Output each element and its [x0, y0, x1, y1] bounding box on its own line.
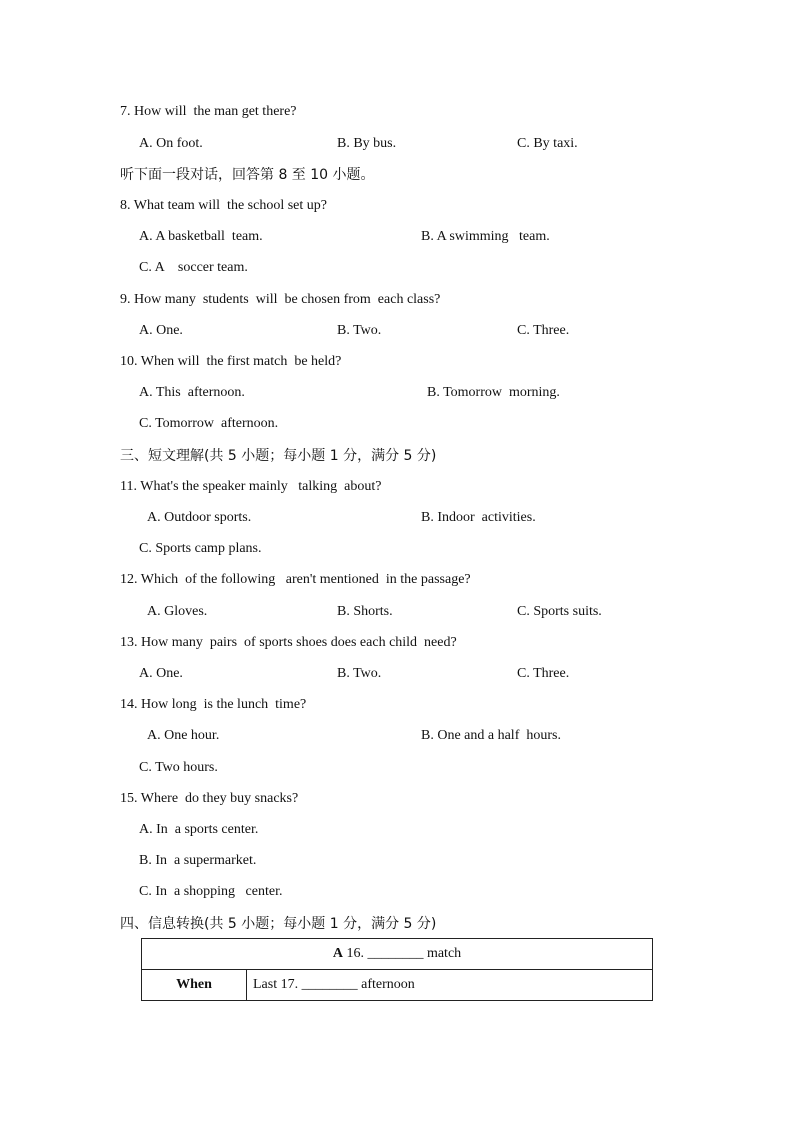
question-7-stem: 7. How will the man get there?	[120, 104, 297, 119]
question-11-stem: 11. What's the speaker mainly talking about?	[120, 479, 382, 494]
table-title-row	[142, 939, 653, 970]
question-12-option-c: C. Sports suits.	[517, 604, 602, 619]
question-11-option-b: B. Indoor activities.	[421, 510, 536, 525]
question-11-option-a: A. Outdoor sports.	[147, 510, 252, 525]
question-14-stem: 14. How long is the lunch time?	[120, 697, 307, 712]
question-10-option-c: C. Tomorrow afternoon.	[139, 416, 279, 431]
question-12-stem: 12. Which of the following aren't mentioned in the passage?	[120, 572, 471, 587]
question-7-option-b: B. By bus.	[337, 136, 397, 151]
question-9-option-c: C. Three.	[517, 323, 570, 338]
table-label-when: When	[142, 970, 247, 1001]
question-7-option-c: C. By taxi.	[517, 136, 578, 151]
question-10-option-a: A. This afternoon.	[139, 385, 245, 400]
question-15-option-b: B. In a supermarket.	[139, 853, 257, 868]
question-13-option-b: B. Two.	[337, 666, 382, 681]
listening-dialogue-intro: 听下面一段对话，回答第 8 至 10 小题。	[120, 167, 375, 183]
question-10-option-b: B. Tomorrow morning.	[427, 385, 560, 400]
question-8-option-a: A. A basketball team.	[139, 229, 263, 244]
question-8-stem: 8. What team will the school set up?	[120, 198, 327, 213]
question-9-option-b: B. Two.	[337, 323, 382, 338]
table-title-cell	[142, 939, 653, 970]
info-transfer-table	[141, 938, 653, 1001]
question-13-option-c: C. Three.	[517, 666, 570, 681]
question-7-option-a: A. On foot.	[139, 136, 203, 151]
question-12-option-a: A. Gloves.	[147, 604, 208, 619]
table-row-when	[142, 970, 653, 1001]
question-12-option-b: B. Shorts.	[337, 604, 393, 619]
table-title-blank-16: 16. ________ match	[342, 946, 462, 961]
question-13-stem: 13. How many pairs of sports shoes does each child need?	[120, 635, 457, 650]
table-title-prefix: A	[332, 946, 343, 961]
question-8-option-b: B. A swimming team.	[421, 229, 550, 244]
section-3-heading: 三、短文理解(共 5 小题；每小题 1 分，满分 5 分)	[120, 448, 437, 464]
question-9-stem: 9. How many students will be chosen from each class?	[120, 292, 441, 307]
table-value-when-blank-17: Last 17. ________ afternoon	[247, 970, 653, 1001]
question-14-option-c: C. Two hours.	[139, 760, 218, 775]
question-15-option-c: C. In a shopping center.	[139, 884, 283, 899]
question-14-option-a: A. One hour.	[147, 728, 220, 743]
question-10-stem: 10. When will the first match be held?	[120, 354, 342, 369]
question-15-stem: 15. Where do they buy snacks?	[120, 791, 299, 806]
section-4-heading: 四、信息转换(共 5 小题；每小题 1 分，满分 5 分)	[120, 916, 437, 932]
question-13-option-a: A. One.	[139, 666, 183, 681]
question-9-option-a: A. One.	[139, 323, 183, 338]
question-11-option-c: C. Sports camp plans.	[139, 541, 262, 556]
question-14-option-b: B. One and a half hours.	[421, 728, 561, 743]
question-8-option-c: C. A soccer team.	[139, 260, 248, 275]
question-15-option-a: A. In a sports center.	[139, 822, 259, 837]
